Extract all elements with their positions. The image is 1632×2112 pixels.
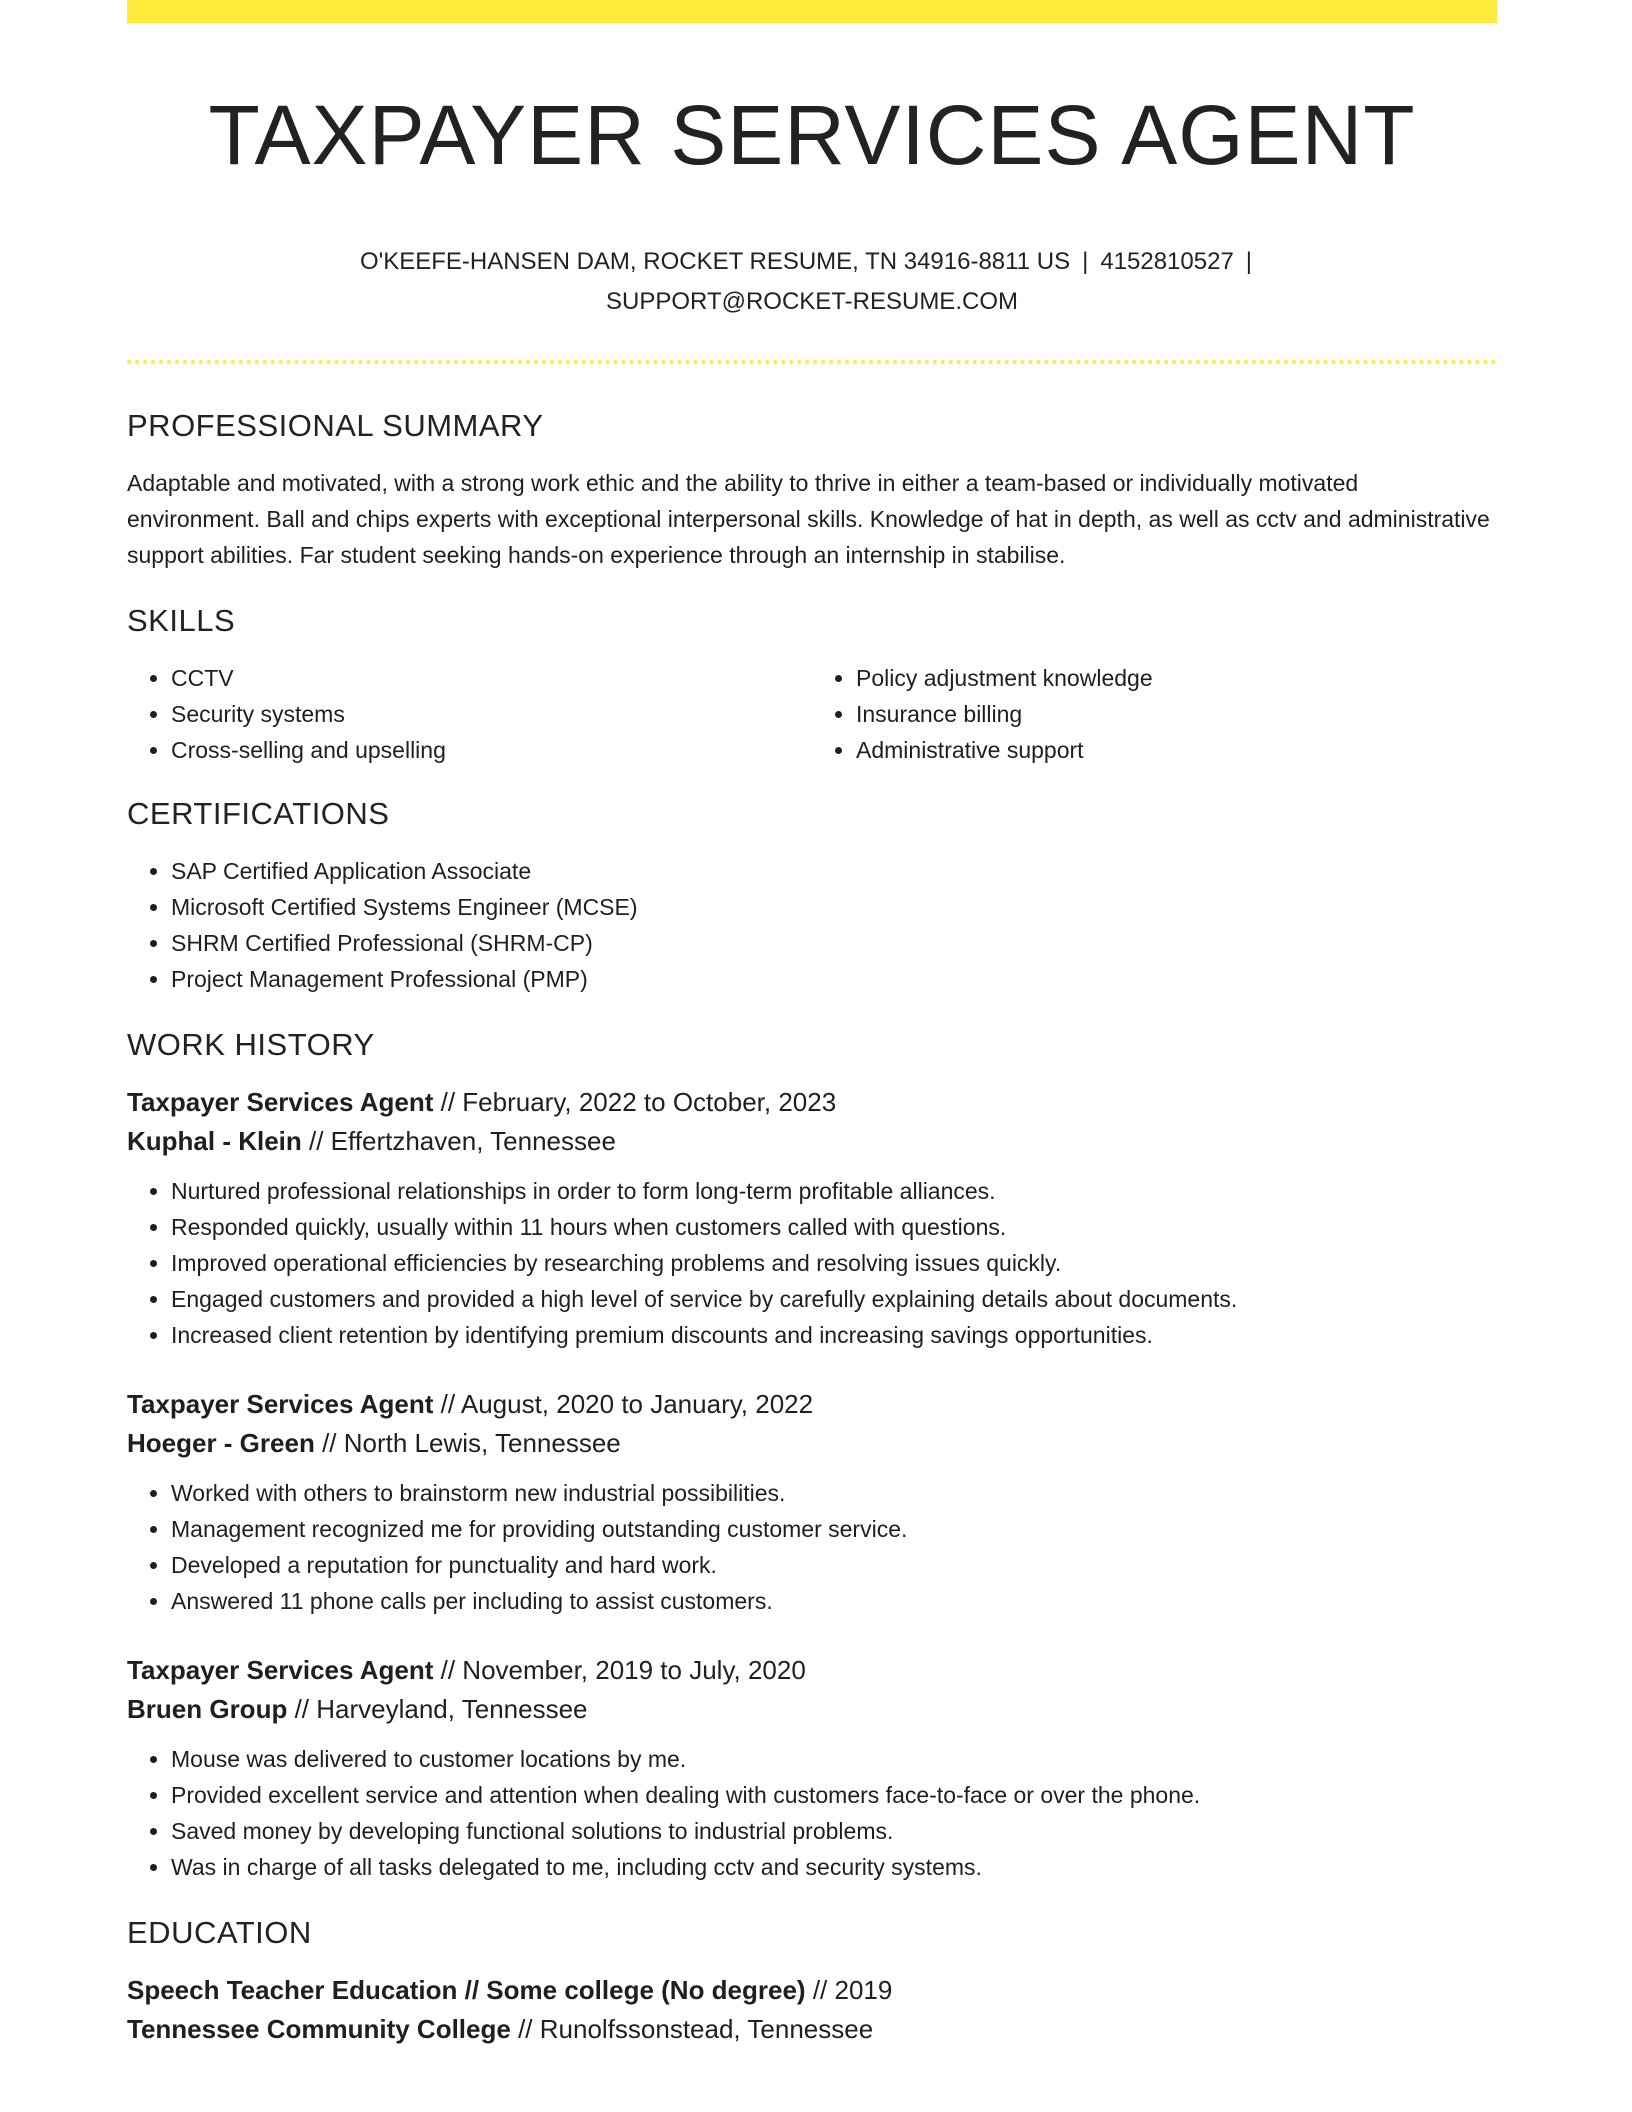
job-title-line bbox=[127, 1651, 1497, 1690]
contact-info bbox=[312, 242, 1312, 322]
skills-columns bbox=[127, 660, 1497, 768]
contact-separator: | bbox=[1245, 247, 1253, 275]
skills-heading: SKILLS bbox=[127, 602, 236, 638]
skills-list-right bbox=[812, 660, 1497, 768]
job-bullet: • Increased client retention by identifying premium discounts and increasing savings opportunities. bbox=[171, 1317, 1497, 1353]
education-school: Tennessee Community College bbox=[127, 2013, 511, 2044]
work-history-heading: WORK HISTORY bbox=[127, 1026, 375, 1062]
job-bullets bbox=[127, 1741, 1497, 1885]
job-company: Hoeger - Green bbox=[127, 1427, 315, 1458]
job-company-line bbox=[127, 1690, 1497, 1729]
education-location: // Runolfssonstead, Tennessee bbox=[518, 2013, 874, 2044]
education-school-line bbox=[127, 2010, 1497, 2049]
certification-item: • SHRM Certified Professional (SHRM-CP) bbox=[171, 925, 1497, 961]
job-bullet: • Mouse was delivered to customer locations by me. bbox=[171, 1741, 1497, 1777]
job-bullet: • Developed a reputation for punctuality and hard work. bbox=[171, 1547, 1497, 1583]
job-company: Bruen Group bbox=[127, 1693, 288, 1724]
certifications-heading: CERTIFICATIONS bbox=[127, 795, 390, 831]
job-bullet: • Improved operational efficiencies by researching problems and resolving issues quickly. bbox=[171, 1245, 1497, 1281]
job-location: // Harveyland, Tennessee bbox=[294, 1693, 588, 1724]
education-year: // 2019 bbox=[812, 1974, 893, 2005]
job-location: // Effertzhaven, Tennessee bbox=[309, 1125, 616, 1156]
job-bullet: • Saved money by developing functional solutions to industrial problems. bbox=[171, 1813, 1497, 1849]
job-company-line bbox=[127, 1122, 1497, 1161]
skill-item: • Cross-selling and upselling bbox=[171, 732, 812, 768]
job-title-line bbox=[127, 1083, 1497, 1122]
job-role: Taxpayer Services Agent bbox=[127, 1654, 434, 1685]
job-role: Taxpayer Services Agent bbox=[127, 1388, 434, 1419]
job-dates: // February, 2022 to October, 2023 bbox=[440, 1086, 837, 1117]
contact-phone: 4152810527 bbox=[1100, 247, 1234, 275]
contact-separator: | bbox=[1082, 247, 1089, 275]
job-bullet: • Provided excellent service and attention when dealing with customers face-to-face or over the phone. bbox=[171, 1777, 1497, 1813]
job-title-line bbox=[127, 1385, 1497, 1424]
education-degree-line bbox=[127, 1971, 1497, 2010]
job-company-line bbox=[127, 1424, 1497, 1463]
job-bullet: • Nurtured professional relationships in order to form long-term profitable alliances. bbox=[171, 1173, 1497, 1209]
contact-email: SUPPORT@ROCKET-RESUME.COM bbox=[606, 287, 1018, 315]
job-entry bbox=[127, 1083, 1497, 1353]
skill-item: • Security systems bbox=[171, 696, 812, 732]
job-role: Taxpayer Services Agent bbox=[127, 1086, 434, 1117]
accent-top-bar bbox=[127, 0, 1497, 23]
job-bullet: • Worked with others to brainstorm new industrial possibilities. bbox=[171, 1475, 1497, 1511]
job-dates: // August, 2020 to January, 2022 bbox=[440, 1388, 814, 1419]
summary-text: Adaptable and motivated, with a strong work ethic and the ability to thrive in either a team-based or individually motivated environment. Ball and chips experts with exceptional interpersonal skills. Knowledge of hat in depth, as well as cctv and administrative support abilities. Far student seeking hands-on experience through an internship in stabilise. bbox=[127, 469, 1490, 568]
job-entry bbox=[127, 1651, 1497, 1885]
resume-page bbox=[127, 0, 1497, 2049]
education-entry bbox=[127, 1971, 1497, 2049]
job-dates: // November, 2019 to July, 2020 bbox=[440, 1654, 806, 1685]
education-heading: EDUCATION bbox=[127, 1914, 312, 1950]
certification-item: • Microsoft Certified Systems Engineer (MCSE) bbox=[171, 889, 1497, 925]
skill-item: • Insurance billing bbox=[856, 696, 1497, 732]
resume-title: TAXPAYER SERVICES AGENT bbox=[208, 88, 1416, 182]
job-entry bbox=[127, 1385, 1497, 1619]
skill-item: • CCTV bbox=[171, 660, 812, 696]
job-bullets bbox=[127, 1475, 1497, 1619]
job-bullet: • Responded quickly, usually within 11 hours when customers called with questions. bbox=[171, 1209, 1497, 1245]
skills-list-left bbox=[127, 660, 812, 768]
certification-item: • SAP Certified Application Associate bbox=[171, 853, 1497, 889]
summary-heading: PROFESSIONAL SUMMARY bbox=[127, 407, 544, 443]
job-company: Kuphal - Klein bbox=[127, 1125, 302, 1156]
job-bullet: • Engaged customers and provided a high level of service by carefully explaining details about documents. bbox=[171, 1281, 1497, 1317]
job-location: // North Lewis, Tennessee bbox=[322, 1427, 621, 1458]
skill-item: • Administrative support bbox=[856, 732, 1497, 768]
certification-item: • Project Management Professional (PMP) bbox=[171, 961, 1497, 997]
dotted-divider bbox=[127, 360, 1497, 364]
job-bullets bbox=[127, 1173, 1497, 1353]
job-bullet: • Was in charge of all tasks delegated to me, including cctv and security systems. bbox=[171, 1849, 1497, 1885]
job-bullet: • Management recognized me for providing outstanding customer service. bbox=[171, 1511, 1497, 1547]
skill-item: • Policy adjustment knowledge bbox=[856, 660, 1497, 696]
certifications-list bbox=[127, 853, 1497, 997]
education-degree: Speech Teacher Education // Some college (No degree) bbox=[127, 1974, 806, 2005]
job-bullet: • Answered 11 phone calls per including to assist customers. bbox=[171, 1583, 1497, 1619]
contact-address: O'KEEFE-HANSEN DAM, ROCKET RESUME, TN 34916-8811 US bbox=[359, 247, 1071, 275]
